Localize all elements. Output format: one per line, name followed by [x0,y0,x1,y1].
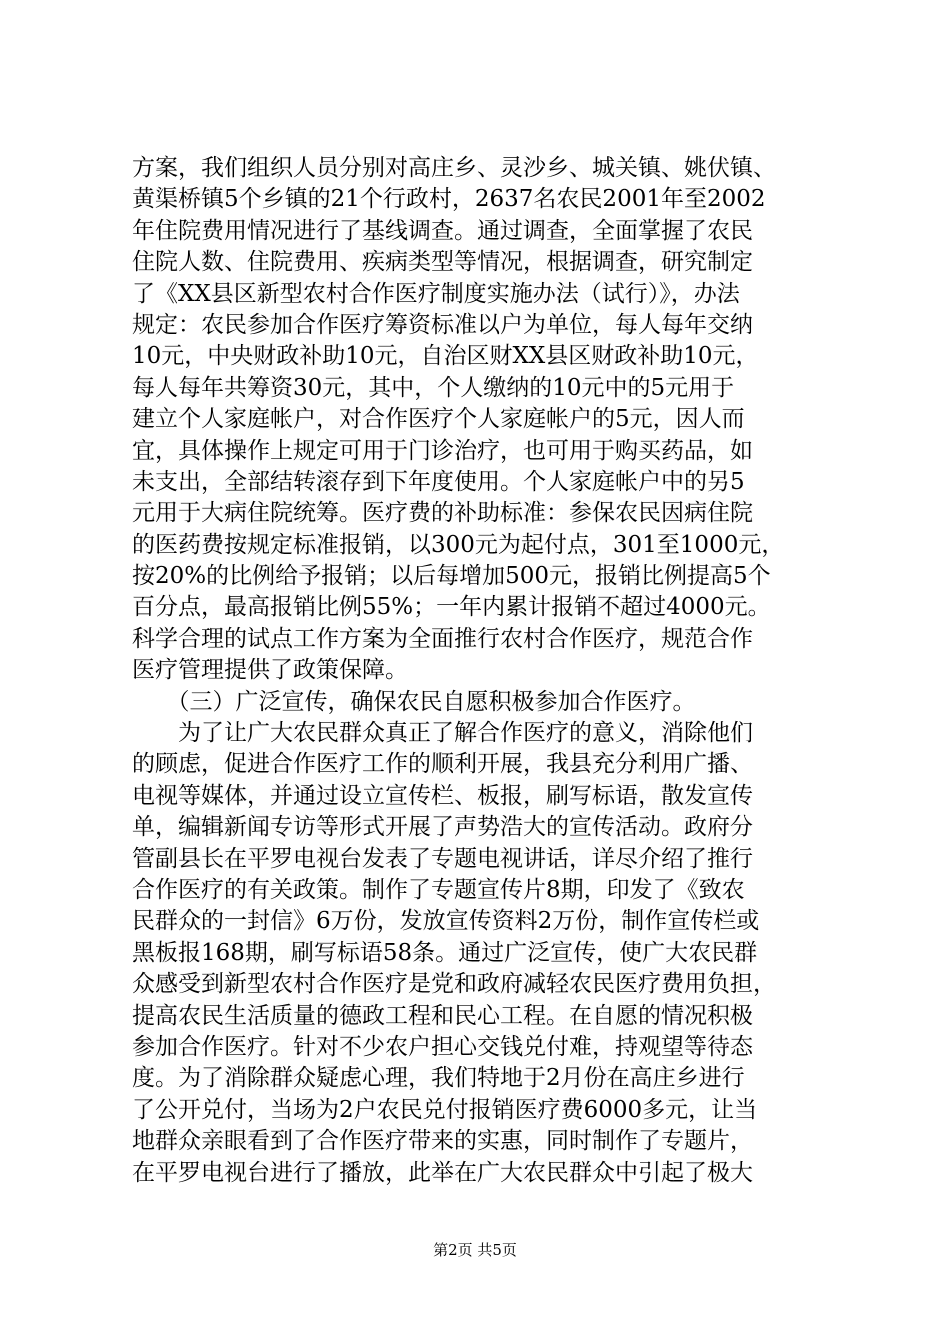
text-line: 在平罗电视台进行了播放，此举在广大农民群众中引起了极大 [132,1159,753,1186]
text-line: 未支出，全部结转滚存到下年度使用。个人家庭帐户中的另5 [132,468,745,495]
text-line: 按20%的比例给予报销；以后每增加500元，报销比例提高5个 [132,563,771,590]
text-line: 度。为了消除群众疑虑心理，我们特地于2月份在高庄乡进行 [132,1065,745,1092]
text-line: 10元，中央财政补助10元，自治区财XX县区财政补助10元， [132,343,759,370]
text-line: 住院人数、住院费用、疾病类型等情况，根据调查，研究制定 [132,249,753,276]
text-line: 管副县长在平罗电视台发表了专题电视讲话，详尽介绍了推行 [132,845,753,872]
text-line: 百分点，最高报销比例55%；一年内累计报销不超过4000元。 [132,594,771,621]
text-line: 的医药费按规定标准报销，以300元为起付点，301至1000元， [132,531,785,558]
text-line: 了公开兑付，当场为2户农民兑付报销医疗费6000多元，让当 [132,1096,758,1123]
page-footer: 第2页 共5页 [433,1241,517,1259]
text-line: 提高农民生活质量的德政工程和民心工程。在自愿的情况积极 [132,1002,753,1029]
text-line: 医疗管理提供了政策保障。 [132,657,408,684]
text-line: 每人每年共筹资30元，其中，个人缴纳的10元中的5元用于 [132,374,735,401]
text-line: 黄渠桥镇5个乡镇的21个行政村，2637名农民2001年至2002 [132,186,766,213]
text-line: 宜，具体操作上规定可用于门诊治疗，也可用于购买药品，如 [132,437,753,464]
text-line: 规定：农民参加合作医疗筹资标准以户为单位，每人每年交纳 [132,311,753,338]
text-line: 单，编辑新闻专访等形式开展了声势浩大的宣传活动。政府分 [132,814,753,841]
text-line: 建立个人家庭帐户，对合作医疗个人家庭帐户的5元，因人而 [132,406,745,433]
body-text [132,153,832,1189]
text-line: 电视等媒体，并通过设立宣传栏、板报，刷写标语，散发宣传 [132,782,753,809]
text-line: 参加合作医疗。针对不少农户担心交钱兑付难，持观望等待态 [132,1033,753,1060]
text-line: 黑板报168期，刷写标语58条。通过广泛宣传，使广大农民群 [132,939,758,966]
text-line: （三）广泛宣传，确保农民自愿积极参加合作医疗。 [132,688,696,715]
text-line: 众感受到新型农村合作医疗是党和政府减轻农民医疗费用负担， [132,971,776,998]
text-line: 了《XX县区新型农村合作医疗制度实施办法（试行）》，办法 [132,280,740,307]
text-line: 民群众的一封信》6万份，发放宣传资料2万份，制作宣传栏或 [132,908,760,935]
text-line: 方案，我们组织人员分别对高庄乡、灵沙乡、城关镇、姚伏镇、 [132,155,776,181]
text-line: 元用于大病住院统筹。医疗费的补助标准：参保农民因病住院 [132,500,753,527]
text-line: 地群众亲眼看到了合作医疗带来的实惠，同时制作了专题片， [132,1128,753,1155]
text-line: 科学合理的试点工作方案为全面推行农村合作医疗，规范合作 [132,625,753,652]
text-line: 为了让广大农民群众真正了解合作医疗的意义，消除他们 [132,720,753,747]
text-line: 的顾虑，促进合作医疗工作的顺利开展，我县充分利用广播、 [132,751,753,778]
text-line: 年住院费用情况进行了基线调查。通过调查，全面掌握了农民 [132,217,753,244]
text-line: 合作医疗的有关政策。制作了专题宣传片8期，印发了《致农 [132,876,745,903]
